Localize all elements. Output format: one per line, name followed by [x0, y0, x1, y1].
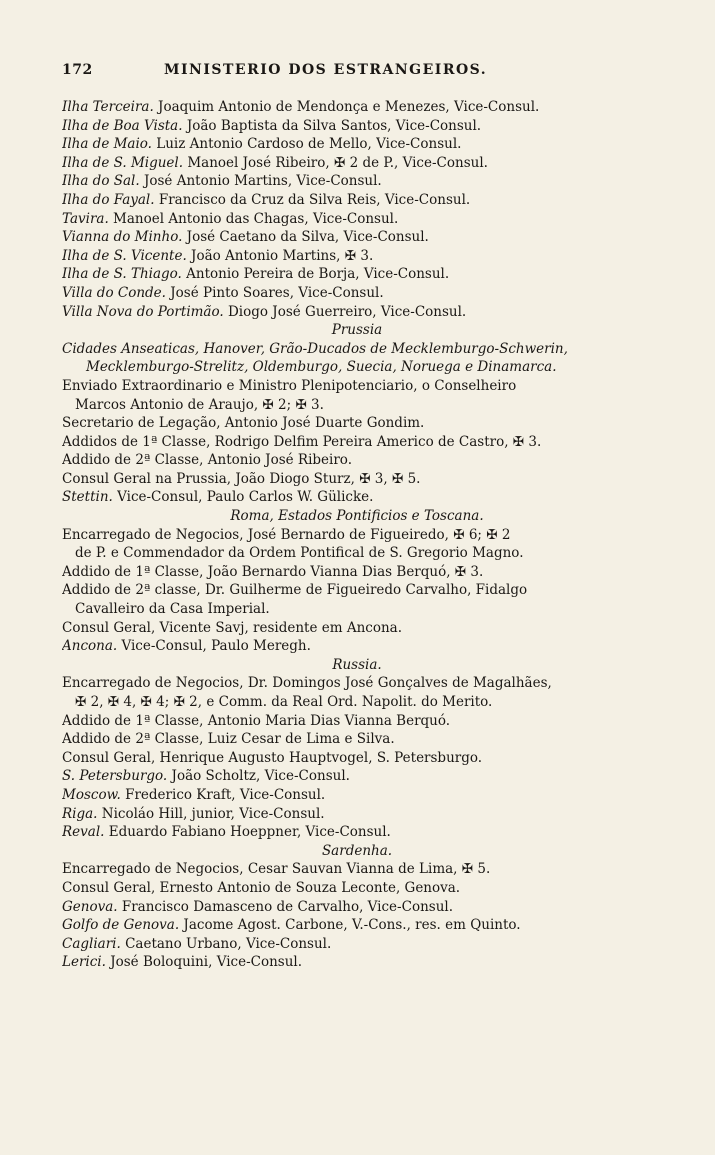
list-item: Addido de 2ª Classe, Luiz Cesar de Lima e Silva. [62, 731, 395, 748]
list-item: Tavira. Manoel Antonio das Chagas, Vice-Consul. [62, 210, 399, 227]
list-item: ✠ 2, ✠ 4, ✠ 4; ✠ 2, e Comm. da Real Ord. Napolit. do Merito. [75, 694, 493, 710]
list-item: Consul Geral na Prussia, João Diogo Sturz, ✠ 3, ✠ 5. [62, 470, 421, 487]
list-item: Ilha de S. Thiago. Antonio Pereira de Borja, Vice-Consul. [62, 266, 450, 283]
list-item: Ilha do Fayal. Francisco da Cruz da Silva Reis, Vice-Consul. [62, 191, 471, 208]
section-heading-russia: Russia. [332, 656, 382, 673]
list-item: Ilha de S. Vicente. João Antonio Martins, ✠ 3. [62, 247, 374, 264]
list-item: Ilha Terceira. Joaquim Antonio de Mendonça e Menezes, Vice-Consul. [62, 99, 540, 115]
list-item: Marcos Antonio de Araujo, ✠ 2; ✠ 3. [75, 396, 324, 413]
list-item: Addido de 1ª Classe, João Bernardo Vianna Dias Berquó, ✠ 3. [62, 563, 484, 580]
list-item: Consul Geral, Vicente Savj, residente em Ancona. [62, 619, 402, 636]
list-item: Vianna do Minho. José Caetano da Silva, Vice-Consul. [62, 229, 429, 246]
page-header [62, 60, 662, 84]
list-item: Consul Geral, Henrique Augusto Hauptvogel, S. Petersburgo. [62, 749, 483, 766]
list-item: Cavalleiro da Casa Imperial. [75, 601, 270, 618]
list-item: Ilha de Maio. Luiz Antonio Cardoso de Mello, Vice-Consul. [62, 136, 462, 153]
section-heading-prussia: Prussia [331, 322, 383, 339]
page-body [62, 98, 652, 972]
prussia-states-line-2: Mecklemburgo-Strelitz, Oldemburgo, Suecia, Noruega e Dinamarca. [86, 359, 557, 376]
list-item: Villa do Conde. José Pinto Soares, Vice-Consul. [62, 284, 384, 301]
list-item: Secretario de Legação, Antonio José Duarte Gondim. [62, 415, 425, 432]
list-item: Ilha do Sal. José Antonio Martins, Vice-Consul. [62, 173, 382, 190]
list-item: Addido de 2ª classe, Dr. Guilherme de Figueiredo Carvalho, Fidalgo [62, 582, 528, 599]
list-item: Encarregado de Negocios, Cesar Sauvan Vianna de Lima, ✠ 5. [62, 861, 491, 878]
running-title: MINISTERIO DOS ESTRANGEIROS. [164, 62, 488, 78]
list-item: Moscow. Frederico Kraft, Vice-Consul. [62, 786, 326, 803]
list-item: Addido de 1ª Classe, Antonio Maria Dias Vianna Berquó. [62, 712, 451, 729]
prussia-states-line-1: Cidades Anseaticas, Hanover, Grão-Ducados de Mecklemburgo-Schwerin, [62, 340, 568, 357]
list-item: de P. e Commendador da Ordem Pontifical de S. Gregorio Magno. [75, 545, 524, 562]
list-item: Reval. Eduardo Fabiano Hoeppner, Vice-Consul. [62, 824, 391, 841]
list-item: Genova. Francisco Damasceno de Carvalho, Vice-Consul. [62, 898, 453, 915]
list-item: Cagliari. Caetano Urbano, Vice-Consul. [62, 935, 332, 952]
list-item: Golfo de Genova. Jacome Agost. Carbone, V.-Cons., res. em Quinto. [62, 917, 521, 934]
list-item: Riga. Nicoláo Hill, junior, Vice-Consul. [62, 805, 325, 822]
list-item: Enviado Extraordinario e Ministro Plenipotenciario, o Conselheiro [62, 377, 517, 394]
list-item: Encarregado de Negocios, José Bernardo de Figueiredo, ✠ 6; ✠ 2 [62, 526, 511, 543]
section-heading-roma: Roma, Estados Pontificios e Toscana. [230, 508, 484, 525]
list-item: Villa Nova do Portimão. Diogo José Guerreiro, Vice-Consul. [62, 303, 467, 320]
list-item: Stettin. Vice-Consul, Paulo Carlos W. Gülicke. [62, 489, 374, 506]
list-item: Addido de 2ª Classe, Antonio José Ribeiro. [62, 452, 352, 469]
list-item: Addidos de 1ª Classe, Rodrigo Delfim Pereira Americo de Castro, ✠ 3. [62, 433, 542, 450]
list-item: S. Petersburgo. João Scholtz, Vice-Consul. [62, 768, 350, 785]
list-item: Lerici. José Boloquini, Vice-Consul. [62, 954, 303, 971]
list-item: Ilha de Boa Vista. João Baptista da Silva Santos, Vice-Consul. [62, 117, 482, 134]
list-item: Ancona. Vice-Consul, Paulo Meregh. [62, 638, 311, 655]
page-number: 172 [62, 62, 93, 78]
list-item: Consul Geral, Ernesto Antonio de Souza Leconte, Genova. [62, 879, 461, 896]
list-item: Ilha de S. Miguel. Manoel José Ribeiro, ✠ 2 de P., Vice-Consul. [62, 154, 488, 171]
section-heading-sardenha: Sardenha. [321, 842, 393, 859]
list-item: Encarregado de Negocios, Dr. Domingos José Gonçalves de Magalhães, [62, 675, 552, 692]
